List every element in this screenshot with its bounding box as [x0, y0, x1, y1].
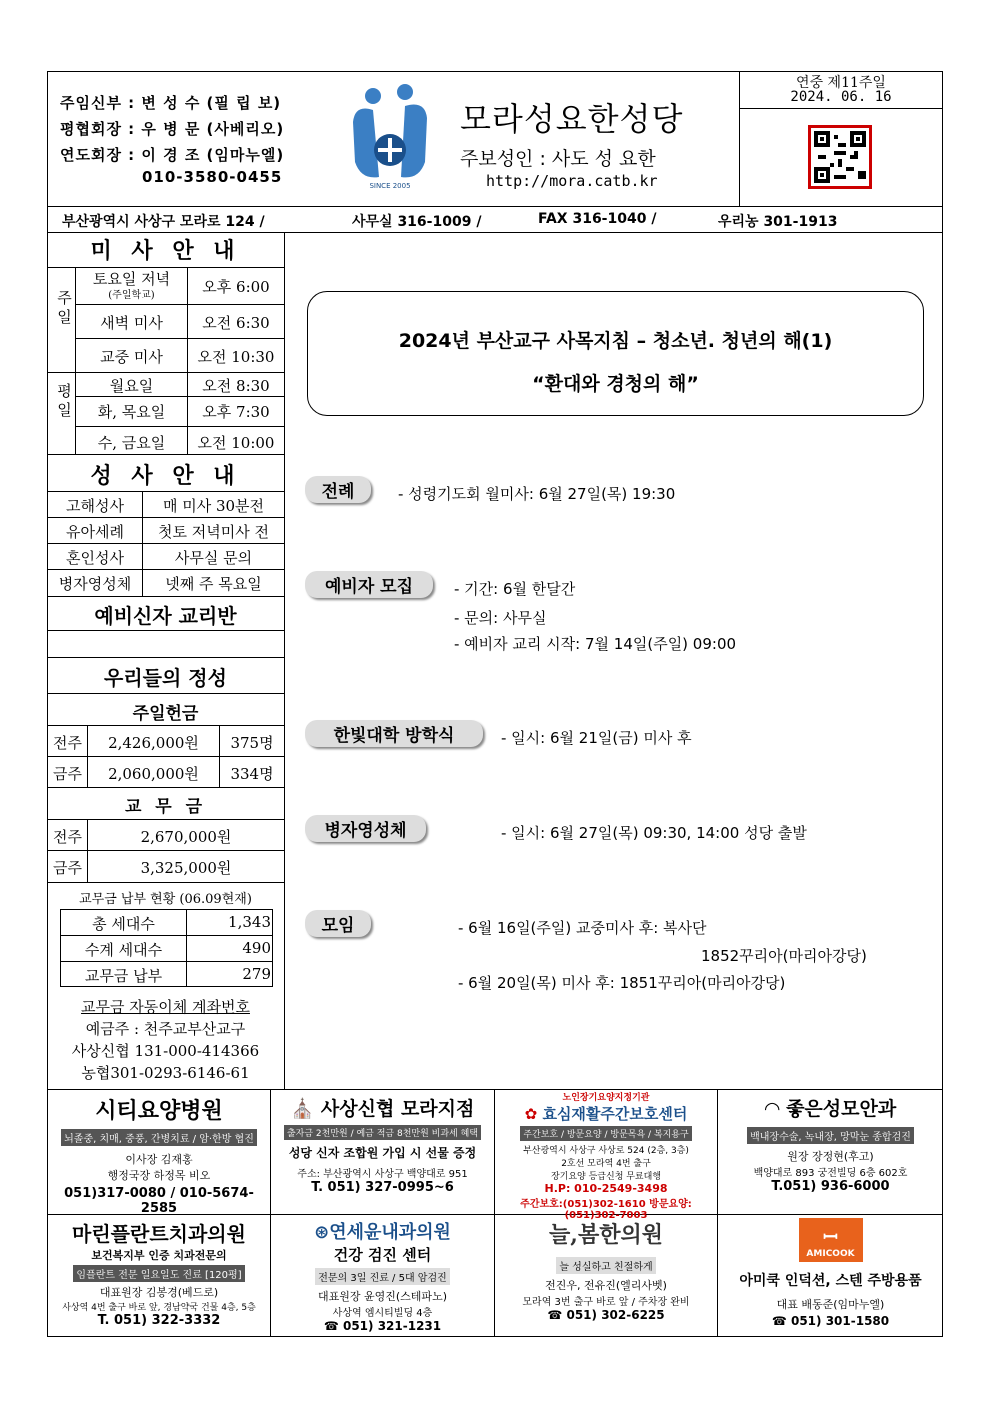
ad-band: 주간보호 / 방문요양 / 방문목욕 / 복지용구 — [520, 1126, 691, 1141]
patron-saint: 주보성인 : 사도 성 요한 — [460, 148, 656, 170]
offering-amount: 2,426,000원 — [108, 734, 199, 752]
liturgical-week: 연중 제11주일 — [796, 75, 886, 91]
mass-row-name: 화, 목요일 — [97, 403, 166, 421]
ad-oriental-clinic — [495, 1218, 717, 1322]
headline-1: 2024년 부산교구 사목지침 – 청소년. 청년의 해(1) — [398, 330, 833, 352]
section-line: - 문의: 사무실 — [454, 609, 547, 627]
ad-line: 대표원장 윤영진(스테파노) — [318, 1290, 447, 1303]
ad-line: 백양대로 893 궁전빌딩 6층 602호 — [753, 1168, 908, 1179]
status-label: 총 세대수 — [92, 915, 155, 933]
sunday-label: 주일 — [55, 290, 73, 328]
mass-row-sub: (주일학교) — [108, 290, 155, 301]
offering-title: 우리들의 정성 — [104, 666, 227, 690]
sacrament-value: 첫토 저녁미사 전 — [158, 523, 269, 541]
ad-line: 2호선 모라역 4번 출구 — [561, 1159, 651, 1169]
ad-dental — [48, 1218, 270, 1328]
ad-band: 전문의 3일 진료 / 5대 암검진 — [315, 1268, 450, 1285]
due-amount: 2,670,000원 — [140, 828, 232, 846]
headline-box — [307, 291, 924, 416]
ad-name: ⛪ 사상신협 모라지점 — [290, 1098, 475, 1120]
amicook-logo-icon: ꟷ AMICOOK — [799, 1218, 863, 1262]
ad-line: 사상역 엠시티빌딩 4층 — [332, 1308, 433, 1319]
due-amount: 3,325,000원 — [140, 859, 232, 877]
ad-band: 백내장수술, 녹내장, 망막눈 종합검진 — [747, 1127, 914, 1144]
section-label-sick: 병자영성체 — [305, 815, 426, 842]
church-logo — [345, 82, 435, 194]
flower-icon: ✿ — [524, 1105, 538, 1123]
credit-union-icon: ⛪ — [290, 1098, 315, 1120]
ad-amicook — [718, 1218, 943, 1328]
account-title: 교무금 자동이체 계좌번호 — [81, 998, 250, 1016]
weekday-label: 평일 — [55, 383, 73, 421]
account-number-2: 농협301-0293-6146-61 — [81, 1064, 250, 1082]
fax: FAX 316-1040 / — [538, 211, 657, 227]
ad-line: 이사장 김재홍 — [125, 1153, 193, 1166]
ad-line: 모라역 3번 출구 바로 앞 / 주차장 완비 — [522, 1297, 690, 1308]
sacrament-value: 매 미사 30분전 — [162, 497, 265, 515]
ad-phone: ☎ 051) 302-6225 — [547, 1308, 665, 1322]
section-line: - 일시: 6월 27일(목) 09:30, 14:00 성당 출발 — [501, 824, 807, 842]
ad-city-hospital — [48, 1094, 270, 1216]
ad-line: 행정국장 하정목 비오 — [107, 1169, 211, 1182]
due-label: 금주 — [53, 859, 82, 877]
ad-eye-clinic — [718, 1094, 943, 1194]
mass-row-time: 오전 6:30 — [202, 314, 270, 332]
qr-code[interactable] — [808, 125, 872, 189]
mass-row-time: 오후 6:00 — [202, 278, 270, 296]
section-label-catechumen: 예비자 모집 — [305, 571, 433, 598]
office-phone: 사무실 316-1009 / — [352, 214, 482, 230]
ad-name: 시티요양병원 — [95, 1099, 223, 1124]
status-value: 279 — [242, 965, 271, 983]
offering-label: 전주 — [53, 734, 82, 752]
ad-internal-clinic — [271, 1218, 494, 1333]
section-line: 1852꾸리아(마리아강당) — [701, 947, 867, 965]
ad-line: 사상역 4번 출구 바로 앞, 경남약국 건물 4층, 5층 — [62, 1303, 256, 1313]
ad-line: 대표원장 김봉경(베드로) — [99, 1286, 219, 1299]
since-text: SINCE 2005 — [369, 182, 411, 190]
ad-phone: ☎ 051) 321-1231 — [323, 1319, 442, 1333]
ad-credit-union — [271, 1094, 494, 1195]
account-number-1: 사상신협 131-000-414366 — [71, 1042, 260, 1060]
offering-count: 334명 — [230, 765, 274, 783]
mass-row-name: 토요일 저녁 — [92, 270, 171, 288]
mass-row-time: 오후 7:30 — [202, 403, 270, 421]
ad-name: ✿ 효심재활주간보호센터 — [524, 1105, 688, 1123]
ad-line: 대표 배동준(임마누엘) — [776, 1298, 885, 1311]
section-label-liturgy: 전례 — [305, 476, 371, 503]
ad-name: ⊛연세윤내과의원 — [314, 1222, 451, 1243]
mass-row-time: 오전 10:00 — [197, 434, 275, 452]
ad-phone: ☎ 051) 301-1580 — [771, 1314, 890, 1328]
ad-phone: 주간보호:(051)302-1610 방문요양:(051)302-7003 — [520, 1199, 692, 1221]
church-name: 모라성요한성당 — [460, 100, 684, 138]
ad-line: 원장 장정현(후고) — [787, 1150, 874, 1163]
section-line: - 예비자 교리 시작: 7월 14일(주일) 09:00 — [454, 635, 737, 653]
ad-line: 장기요양 등급신청 무료대행 — [550, 1172, 662, 1182]
mass-row-time: 오전 10:30 — [197, 348, 275, 366]
ad-band: 뇌졸중, 치매, 중풍, 간병치료 / 암·한방 협진 — [61, 1129, 257, 1146]
status-value: 1,343 — [228, 913, 271, 931]
section-line: - 기간: 6월 한달간 — [454, 580, 576, 598]
sacrament-name: 병자영성체 — [58, 575, 132, 593]
headline-2: “환대와 경청의 해” — [532, 373, 699, 395]
offering-amount: 2,060,000원 — [108, 765, 199, 783]
address: 부산광역시 사상구 모라로 124 / — [62, 214, 265, 230]
ad-line: 주소: 부산광역시 사상구 백양대로 951 — [297, 1169, 468, 1180]
phone-line: 010-3580-0455 — [142, 168, 283, 186]
ad-band: 늘 성실하고 친절하게 — [556, 1257, 655, 1274]
ad-phone: H.P: 010-2549-3498 — [544, 1182, 668, 1195]
council-line: 평협회장 : 우 병 문 (사베리오) — [60, 120, 285, 138]
ad-top: 노인장기요양지정기관 — [562, 1093, 650, 1103]
sacrament-name: 고해성사 — [66, 497, 124, 515]
ad-phone: 051)317-0080 / 010-5674-2585 — [64, 1186, 254, 1216]
ad-sub: 보건복지부 인증 치과전문의 — [91, 1249, 227, 1262]
mass-row-time: 오전 8:30 — [202, 377, 270, 395]
offering-label: 금주 — [53, 765, 82, 783]
status-value: 490 — [242, 939, 271, 957]
due-label: 전주 — [53, 828, 82, 846]
eye-icon: ◠ — [764, 1098, 780, 1120]
ad-phone: T.051) 936-6000 — [771, 1179, 890, 1194]
ad-line: 성당 신자 조합원 가입 시 선물 증정 — [288, 1146, 477, 1160]
section-line: - 6월 16일(주일) 교중미사 후: 복사단 — [458, 919, 707, 937]
postal-phone: 우리농 301-1913 — [718, 214, 838, 230]
section-line: - 성령기도회 월미사: 6월 27일(목) 19:30 — [398, 485, 676, 503]
sunday-offering-title: 주일헌금 — [132, 704, 199, 724]
section-line: - 일시: 6월 21일(금) 미사 후 — [501, 729, 692, 747]
mass-row-name: 교중 미사 — [100, 348, 163, 366]
mass-title: 미 사 안 내 — [90, 239, 241, 264]
account-holder: 예금주 : 천주교부산교구 — [85, 1020, 246, 1038]
ad-sub: 건강 검진 센터 — [333, 1246, 432, 1264]
website-url[interactable]: http://mora.catb.kr — [486, 172, 658, 190]
section-label-hanbit: 한빛대학 방학식 — [305, 720, 483, 747]
ad-daycare — [495, 1090, 717, 1221]
mass-row-name: 새벽 미사 — [100, 314, 163, 332]
pastor-line: 주임신부 : 변 성 수 (필 립 보) — [60, 94, 282, 112]
ad-name: 늘,봄한의원 — [549, 1222, 663, 1248]
catechumen-title: 예비신자 교리반 — [94, 604, 237, 628]
legion-line: 연도회장 : 이 경 조 (임마누엘) — [60, 146, 285, 164]
ad-line: 전진우, 전유진(엘리사벳) — [545, 1279, 667, 1292]
ad-phone: T. 051) 327-0995~6 — [311, 1180, 454, 1195]
status-label: 교무금 납부 — [84, 967, 163, 985]
sacrament-value: 사무실 문의 — [174, 549, 253, 567]
sacrament-title: 성 사 안 내 — [90, 464, 241, 489]
sacrament-name: 혼인성사 — [66, 549, 124, 567]
ad-line: 부산광역시 사상구 사상로 524 (2층, 3층) — [523, 1146, 689, 1156]
section-line: - 6월 20일(목) 미사 후: 1851꾸리아(마리아강당) — [458, 974, 786, 992]
mass-row-name: 수, 금요일 — [97, 434, 166, 452]
ad-band: 출자금 2천만원 / 예금 적금 8천만원 비과세 혜택 — [284, 1125, 481, 1140]
section-label-meeting: 모임 — [305, 910, 371, 937]
sacrament-value: 넷째 주 목요일 — [165, 575, 262, 593]
clinic-icon: ⊛ — [314, 1222, 330, 1243]
due-title: 교 무 금 — [124, 797, 207, 817]
offering-count: 375명 — [230, 734, 274, 752]
ad-name: 아미쿡 인덕션, 스텐 주방용품 — [739, 1273, 922, 1289]
issue-date: 2024. 06. 16 — [790, 89, 892, 105]
ad-name: 마린플란트치과의원 — [72, 1222, 246, 1246]
sacrament-name: 유아세례 — [66, 523, 124, 541]
ad-name: ◠ 좋은성모안과 — [764, 1098, 897, 1120]
ad-band: 임플란트 전문 일요일도 진료 [120평] — [73, 1265, 244, 1282]
ad-phone: T. 051) 322-3332 — [97, 1313, 221, 1328]
mass-row-name: 월요일 — [109, 377, 154, 395]
status-label: 수계 세대수 — [84, 941, 163, 959]
status-title: 교무금 납부 현황 (06.09현재) — [79, 892, 252, 907]
